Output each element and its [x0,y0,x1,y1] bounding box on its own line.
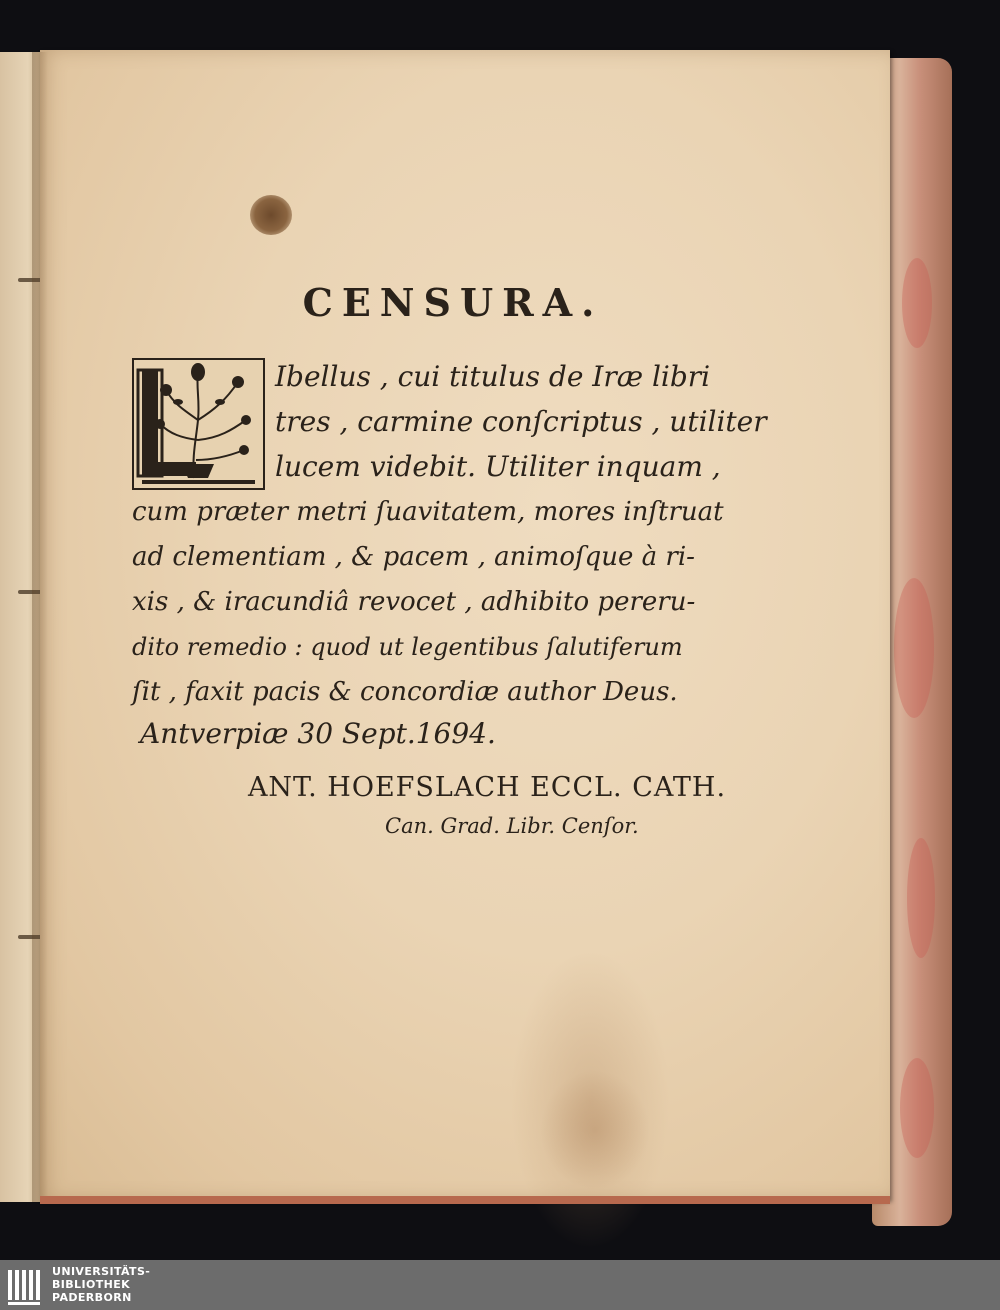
date-line: Antverpiæ 30 Sept.1694. [140,717,496,750]
body-line: dito remedio : quod ut legentibus ſalutiferum [132,633,683,661]
decorated-initial [132,358,265,490]
signature-name: ANT. HOEFSLACH ECCL. CATH. [247,772,727,803]
signature-title: Can. Grad. Libr. Cenſor. [385,814,639,838]
library-logo-text: UNIVERSITÄTS- BIBLIOTHEK PADERBORN [52,1265,151,1304]
page-title: CENSURA. [302,280,604,325]
footer-bar [0,1260,1000,1310]
body-line: ad clementiam , & pacem , animoſque à ri- [132,542,695,572]
body-line: ſit , faxit pacis & concordiæ author Deus. [132,677,678,707]
body-line: tres , carmine conſcriptus , utiliter [275,405,767,438]
spine-shadow [32,52,48,1202]
library-logo-icon [6,1264,46,1306]
book-page [40,50,890,1200]
water-stain [540,1070,650,1190]
body-line: cum præter metri ſuavitatem, mores inſtruat [132,497,724,527]
body-line: Ibellus , cui titulus de Iræ libri [275,360,711,393]
floral-initial-icon [134,360,263,488]
body-line: xis , & iracundiâ revocet , adhibito pereru- [132,587,696,617]
ink-stain [250,195,292,235]
body-line: lucem videbit. Utiliter inquam , [275,450,721,483]
page-bottom-edge [40,1196,890,1204]
